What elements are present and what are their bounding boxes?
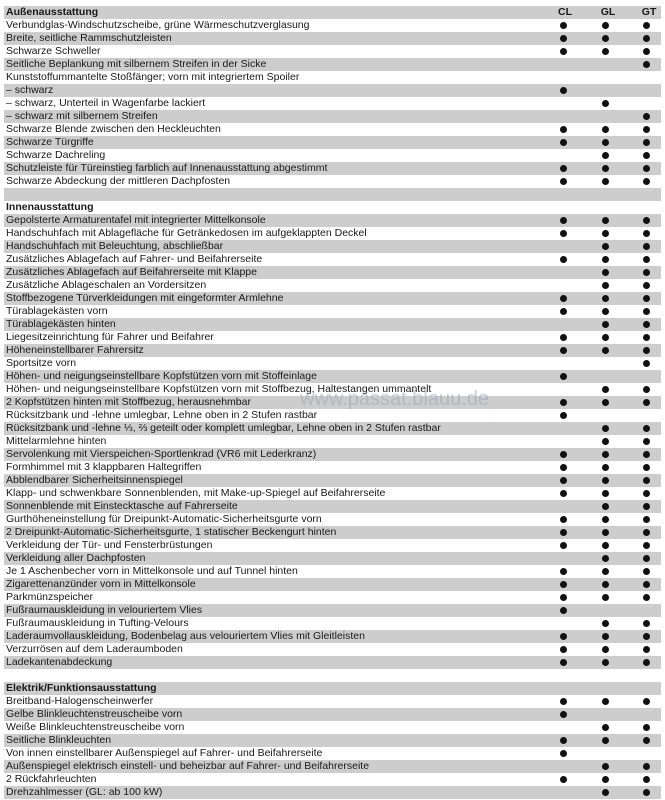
standard-equipment-dot-icon [643, 451, 650, 458]
standard-equipment-dot-icon [560, 217, 567, 224]
standard-equipment-dot-icon [602, 438, 609, 445]
table-row [4, 487, 661, 500]
standard-equipment-dot-icon [560, 490, 567, 497]
standard-equipment-dot-icon [643, 646, 650, 653]
standard-equipment-dot-icon [643, 659, 650, 666]
feature-label: Höheneinstellbarer Fahrersitz [6, 344, 144, 356]
table-row [4, 175, 661, 188]
feature-label: Schwarze Dachreling [6, 149, 106, 161]
feature-label: Verkleidung aller Dachpfosten [6, 552, 146, 564]
feature-label: – schwarz, Unterteil in Wagenfarbe lackiert [6, 97, 206, 109]
standard-equipment-dot-icon [643, 399, 650, 406]
feature-label: Breite, seitliche Rammschutzleisten [6, 32, 172, 44]
standard-equipment-dot-icon [643, 425, 650, 432]
table-row [4, 539, 661, 552]
feature-label: Schutzleiste für Türeinstieg farblich auf Innenausstattung abgestimmt [6, 162, 328, 174]
feature-label: Stoffbezogene Türverkleidungen mit eingeformter Armlehne [6, 292, 284, 304]
feature-label: Verkleidung der Tür- und Fensterbrüstungen [6, 539, 213, 551]
feature-label: Außenspiegel elektrisch einstell- und beheizbar auf Fahrer- und Beifahrerseite [6, 760, 370, 772]
feature-label: Drehzahlmesser (GL: ab 100 kW) [6, 786, 163, 798]
table-row [4, 162, 661, 175]
standard-equipment-dot-icon [643, 776, 650, 783]
table-row [4, 591, 661, 604]
standard-equipment-dot-icon [560, 373, 567, 380]
standard-equipment-dot-icon [602, 698, 609, 705]
standard-equipment-dot-icon [643, 308, 650, 315]
standard-equipment-dot-icon [560, 347, 567, 354]
feature-label: Mittelarmlehne hinten [6, 435, 107, 447]
standard-equipment-dot-icon [602, 386, 609, 393]
standard-equipment-dot-icon [643, 555, 650, 562]
standard-equipment-dot-icon [643, 256, 650, 263]
table-row [4, 448, 661, 461]
standard-equipment-dot-icon [602, 295, 609, 302]
standard-equipment-dot-icon [602, 581, 609, 588]
standard-equipment-dot-icon [602, 321, 609, 328]
section-heading-row [4, 201, 661, 214]
standard-equipment-dot-icon [602, 165, 609, 172]
standard-equipment-dot-icon [643, 386, 650, 393]
standard-equipment-dot-icon [643, 763, 650, 770]
feature-label: Abblendbarer Sicherheitsinnenspiegel [6, 474, 183, 486]
table-row [4, 461, 661, 474]
standard-equipment-dot-icon [602, 659, 609, 666]
feature-label: – schwarz [6, 84, 54, 96]
standard-equipment-dot-icon [643, 178, 650, 185]
standard-equipment-dot-icon [602, 425, 609, 432]
feature-label: 2 Dreipunkt-Automatic-Sicherheitsgurte, 1 statischer Beckengurt hinten [6, 526, 337, 538]
standard-equipment-dot-icon [643, 620, 650, 627]
feature-label: Höhen- und neigungseinstellbare Kopfstützen vorn mit Stoffbezug, Haltestangen ummantelt [6, 383, 432, 395]
standard-equipment-dot-icon [643, 230, 650, 237]
standard-equipment-dot-icon [560, 529, 567, 536]
feature-label: Formhimmel mit 3 klappbaren Haltegriffen [6, 461, 202, 473]
table-row [4, 669, 661, 682]
table-row [4, 565, 661, 578]
section-heading: Elektrik/Funktionsausstattung [6, 682, 157, 694]
standard-equipment-dot-icon [560, 165, 567, 172]
standard-equipment-dot-icon [643, 282, 650, 289]
standard-equipment-dot-icon [560, 581, 567, 588]
feature-label: Zigarettenanzünder vorn in Mittelkonsole [6, 578, 196, 590]
table-row [4, 292, 661, 305]
standard-equipment-dot-icon [560, 542, 567, 549]
feature-label: Fußraumauskleidung in Tufting-Velours [6, 617, 189, 629]
table-row [4, 71, 661, 84]
feature-label: Von innen einstellbarer Außenspiegel auf Fahrer- und Beifahrerseite [6, 747, 323, 759]
standard-equipment-dot-icon [643, 61, 650, 68]
standard-equipment-dot-icon [602, 230, 609, 237]
standard-equipment-dot-icon [643, 581, 650, 588]
standard-equipment-dot-icon [643, 737, 650, 744]
standard-equipment-dot-icon [602, 152, 609, 159]
column-header-cl: CL [558, 6, 572, 18]
standard-equipment-dot-icon [602, 334, 609, 341]
standard-equipment-dot-icon [643, 217, 650, 224]
standard-equipment-dot-icon [602, 594, 609, 601]
standard-equipment-dot-icon [560, 22, 567, 29]
feature-label: Handschuhfach mit Ablagefläche für Getränkedosen im aufgeklappten Deckel [6, 227, 367, 239]
section-heading-row [4, 6, 661, 19]
standard-equipment-dot-icon [560, 87, 567, 94]
standard-equipment-dot-icon [602, 308, 609, 315]
table-row [4, 513, 661, 526]
feature-label: Ladekantenabdeckung [6, 656, 113, 668]
table-row [4, 708, 661, 721]
standard-equipment-dot-icon [560, 516, 567, 523]
standard-equipment-dot-icon [643, 113, 650, 120]
standard-equipment-dot-icon [602, 217, 609, 224]
feature-label: Schwarze Blende zwischen den Heckleuchten [6, 123, 221, 135]
section-heading-row [4, 682, 661, 695]
standard-equipment-dot-icon [602, 503, 609, 510]
feature-label: Zusätzliche Ablageschalen an Vordersitzen [6, 279, 207, 291]
standard-equipment-dot-icon [560, 646, 567, 653]
table-row [4, 188, 661, 201]
table-row [4, 279, 661, 292]
table-row [4, 110, 661, 123]
section-heading: Außenausstattung [6, 6, 99, 18]
standard-equipment-dot-icon [602, 555, 609, 562]
standard-equipment-dot-icon [643, 334, 650, 341]
table-row [4, 656, 661, 669]
watermark: www.passat.blauu.de [300, 388, 490, 410]
standard-equipment-dot-icon [602, 620, 609, 627]
table-row [4, 19, 661, 32]
standard-equipment-dot-icon [602, 126, 609, 133]
standard-equipment-dot-icon [602, 282, 609, 289]
feature-label: Rücksitzbank und -lehne umlegbar, Lehne oben in 2 Stufen rastbar [6, 409, 318, 421]
table-row [4, 630, 661, 643]
standard-equipment-dot-icon [560, 711, 567, 718]
standard-equipment-dot-icon [602, 477, 609, 484]
standard-equipment-dot-icon [643, 594, 650, 601]
standard-equipment-dot-icon [560, 594, 567, 601]
table-row [4, 526, 661, 539]
standard-equipment-dot-icon [602, 399, 609, 406]
feature-label: Türablagekästen hinten [6, 318, 116, 330]
standard-equipment-dot-icon [560, 412, 567, 419]
column-header-gt: GT [641, 6, 657, 18]
standard-equipment-dot-icon [643, 477, 650, 484]
standard-equipment-dot-icon [602, 529, 609, 536]
standard-equipment-dot-icon [643, 165, 650, 172]
feature-label: Schwarze Schweller [6, 45, 101, 57]
standard-equipment-dot-icon [643, 516, 650, 523]
table-row [4, 721, 661, 734]
table-row [4, 318, 661, 331]
feature-label: 2 Kopfstützen hinten mit Stoffbezug, herausnehmbar [6, 396, 251, 408]
standard-equipment-dot-icon [560, 308, 567, 315]
standard-equipment-dot-icon [560, 607, 567, 614]
standard-equipment-dot-icon [643, 152, 650, 159]
feature-label: Fußraumauskleidung in velouriertem Vlies [6, 604, 203, 616]
table-row [4, 773, 661, 786]
standard-equipment-dot-icon [602, 763, 609, 770]
standard-equipment-dot-icon [643, 529, 650, 536]
standard-equipment-dot-icon [560, 230, 567, 237]
standard-equipment-dot-icon [643, 48, 650, 55]
standard-equipment-dot-icon [643, 269, 650, 276]
standard-equipment-dot-icon [560, 139, 567, 146]
standard-equipment-dot-icon [560, 633, 567, 640]
standard-equipment-dot-icon [560, 698, 567, 705]
feature-label: Breitband-Halogenscheinwerfer [6, 695, 154, 707]
feature-label: Gepolsterte Armaturentafel mit integrierter Mittelkonsole [6, 214, 266, 226]
standard-equipment-dot-icon [560, 256, 567, 263]
standard-equipment-dot-icon [643, 464, 650, 471]
standard-equipment-dot-icon [602, 542, 609, 549]
standard-equipment-dot-icon [560, 750, 567, 757]
table-row [4, 214, 661, 227]
standard-equipment-dot-icon [602, 490, 609, 497]
section-heading: Innenausstattung [6, 201, 94, 213]
table-row [4, 253, 661, 266]
standard-equipment-dot-icon [602, 100, 609, 107]
feature-label: Verzurrösen auf dem Laderaumboden [6, 643, 183, 655]
standard-equipment-dot-icon [560, 399, 567, 406]
table-row [4, 695, 661, 708]
table-row [4, 331, 661, 344]
standard-equipment-dot-icon [643, 126, 650, 133]
feature-label: Klapp- und schwenkbare Sonnenblenden, mit Make-up-Spiegel auf Beifahrerseite [6, 487, 386, 499]
table-row [4, 578, 661, 591]
standard-equipment-dot-icon [560, 464, 567, 471]
feature-label: Verbundglas-Windschutzscheibe, grüne Wärmeschutzverglasung [6, 19, 310, 31]
standard-equipment-dot-icon [560, 776, 567, 783]
column-header-gl: GL [600, 6, 616, 18]
table-row [4, 747, 661, 760]
standard-equipment-dot-icon [643, 22, 650, 29]
standard-equipment-dot-icon [560, 477, 567, 484]
standard-equipment-dot-icon [643, 347, 650, 354]
feature-label: Sonnenblende mit Einstecktasche auf Fahrerseite [6, 500, 238, 512]
standard-equipment-dot-icon [643, 35, 650, 42]
table-row [4, 149, 661, 162]
standard-equipment-dot-icon [602, 451, 609, 458]
standard-equipment-dot-icon [602, 568, 609, 575]
feature-label: Kunststoffummantelte Stoßfänger; vorn mit integriertem Spoiler [6, 71, 300, 83]
feature-label: Schwarze Abdeckung der mittleren Dachpfosten [6, 175, 231, 187]
standard-equipment-dot-icon [602, 243, 609, 250]
standard-equipment-dot-icon [643, 139, 650, 146]
table-row [4, 734, 661, 747]
standard-equipment-dot-icon [560, 178, 567, 185]
standard-equipment-dot-icon [602, 48, 609, 55]
feature-label: Höhen- und neigungseinstellbare Kopfstützen vorn mit Stoffeinlage [6, 370, 317, 382]
table-row [4, 266, 661, 279]
standard-equipment-dot-icon [643, 490, 650, 497]
table-row [4, 422, 661, 435]
standard-equipment-dot-icon [643, 698, 650, 705]
table-row [4, 474, 661, 487]
standard-equipment-dot-icon [602, 347, 609, 354]
standard-equipment-dot-icon [560, 295, 567, 302]
standard-equipment-dot-icon [602, 633, 609, 640]
feature-label: Servolenkung mit Vierspeichen-Sportlenkrad (VR6 mit Lederkranz) [6, 448, 317, 460]
standard-equipment-dot-icon [643, 789, 650, 796]
table-row [4, 97, 661, 110]
feature-label: Gurthöheneinstellung für Dreipunkt-Automatic-Sicherheitsgurte vorn [6, 513, 322, 525]
table-row [4, 604, 661, 617]
standard-equipment-dot-icon [602, 776, 609, 783]
standard-equipment-dot-icon [643, 724, 650, 731]
feature-label: Sportsitze vorn [6, 357, 77, 369]
standard-equipment-dot-icon [602, 516, 609, 523]
standard-equipment-dot-icon [560, 451, 567, 458]
standard-equipment-dot-icon [602, 789, 609, 796]
standard-equipment-dot-icon [602, 724, 609, 731]
table-row [4, 786, 661, 799]
table-row [4, 227, 661, 240]
feature-label: Schwarze Türgriffe [6, 136, 94, 148]
feature-label: Seitliche Beplankung mit silbernem Streifen in der Sicke [6, 58, 267, 70]
table-row [4, 84, 661, 97]
standard-equipment-dot-icon [560, 334, 567, 341]
table-row [4, 500, 661, 513]
feature-label: Zusätzliches Ablagefach auf Beifahrerseite mit Klappe [6, 266, 257, 278]
standard-equipment-dot-icon [560, 35, 567, 42]
standard-equipment-dot-icon [643, 568, 650, 575]
feature-label: Laderaumvollauskleidung, Bodenbelag aus velouriertem Vlies mit Gleitleisten [6, 630, 365, 642]
standard-equipment-dot-icon [560, 126, 567, 133]
standard-equipment-dot-icon [643, 295, 650, 302]
standard-equipment-dot-icon [560, 48, 567, 55]
standard-equipment-dot-icon [560, 737, 567, 744]
feature-label: Liegesitzeinrichtung für Fahrer und Beifahrer [6, 331, 214, 343]
table-row [4, 370, 661, 383]
feature-label: Seitliche Blinkleuchten [6, 734, 112, 746]
standard-equipment-dot-icon [602, 139, 609, 146]
standard-equipment-dot-icon [560, 568, 567, 575]
table-row [4, 32, 661, 45]
standard-equipment-dot-icon [643, 360, 650, 367]
table-row [4, 552, 661, 565]
standard-equipment-dot-icon [602, 737, 609, 744]
feature-label: Gelbe Blinkleuchtenstreuscheibe vorn [6, 708, 183, 720]
feature-label: Rücksitzbank und -lehne ⅓, ⅔ geteilt oder komplett umlegbar, Lehne oben in 2 Stufen rastbar [6, 422, 441, 434]
table-row [4, 643, 661, 656]
feature-label: Zusätzliches Ablagefach auf Fahrer- und Beifahrerseite [6, 253, 263, 265]
standard-equipment-dot-icon [602, 35, 609, 42]
feature-label: Türablagekästen vorn [6, 305, 108, 317]
feature-label: – schwarz mit silbernem Streifen [6, 110, 158, 122]
standard-equipment-dot-icon [602, 178, 609, 185]
feature-label: Weiße Blinkleuchtenstreuscheibe vorn [6, 721, 185, 733]
feature-label: Parkmünzspeicher [6, 591, 93, 603]
table-row [4, 240, 661, 253]
standard-equipment-dot-icon [643, 503, 650, 510]
feature-label: Handschuhfach mit Beleuchtung, abschließbar [6, 240, 224, 252]
standard-equipment-dot-icon [602, 269, 609, 276]
table-row [4, 357, 661, 370]
table-row [4, 123, 661, 136]
feature-label: 2 Rückfahrleuchten [6, 773, 97, 785]
table-row [4, 760, 661, 773]
table-row [4, 45, 661, 58]
standard-equipment-dot-icon [643, 438, 650, 445]
table-row [4, 305, 661, 318]
table-row [4, 58, 661, 71]
standard-equipment-dot-icon [602, 22, 609, 29]
table-row [4, 136, 661, 149]
table-row [4, 344, 661, 357]
standard-equipment-dot-icon [643, 542, 650, 549]
standard-equipment-dot-icon [643, 633, 650, 640]
table-row [4, 435, 661, 448]
feature-label: Je 1 Aschenbecher vorn in Mittelkonsole und auf Tunnel hinten [6, 565, 298, 577]
standard-equipment-dot-icon [643, 321, 650, 328]
standard-equipment-dot-icon [560, 659, 567, 666]
standard-equipment-dot-icon [643, 243, 650, 250]
standard-equipment-dot-icon [602, 646, 609, 653]
table-row [4, 617, 661, 630]
standard-equipment-dot-icon [602, 464, 609, 471]
standard-equipment-dot-icon [602, 256, 609, 263]
